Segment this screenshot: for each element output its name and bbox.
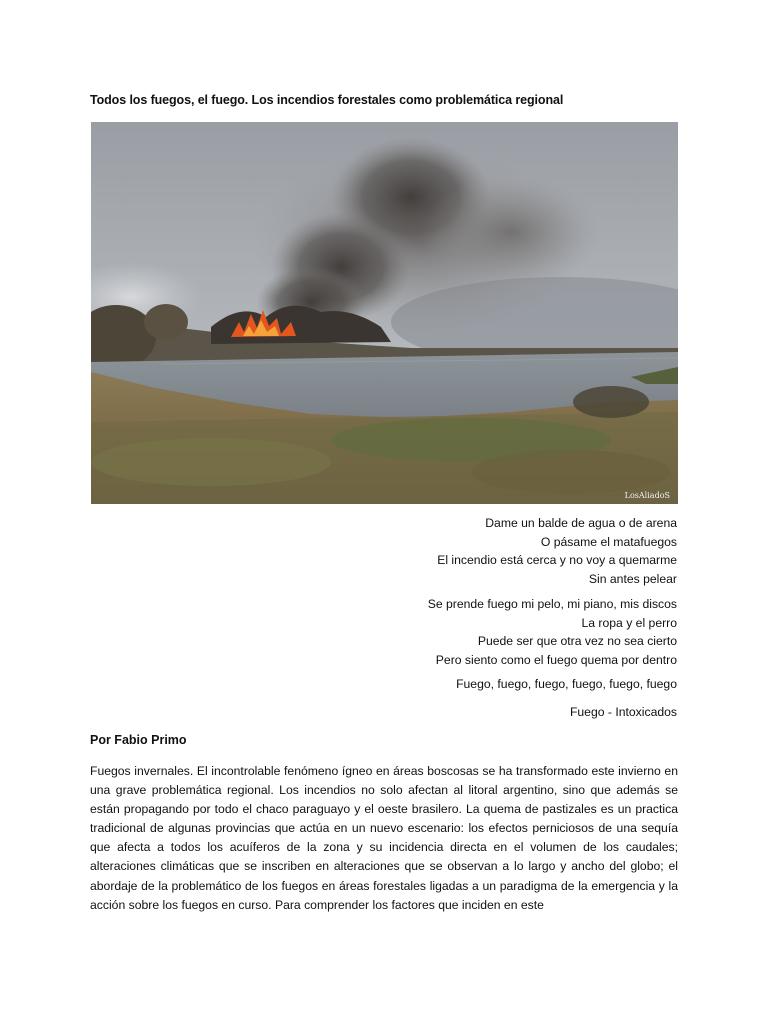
verse-line: Sin antes pelear [588,571,677,586]
song-verse-2 [428,595,677,669]
article-body: Fuegos invernales. El incontrolable fenómeno ígneo en áreas boscosas se ha transformado este invierno en una grave problemática regional. Los incendios no solo afectan al litoral argentino, sino que además se están propagando por todo el chaco paraguayo y el oeste brasilero. La quema de pastizales es un practica tradicional de algunas provincias que actúa en un nuevo escenario: los efectos perniciosos de una sequía que afecta a todos los acuíferos de la zona y su incidencia directa en el volumen de los caudales; alteraciones climáticas que se inscriben en alteraciones que se observan a lo largo y ancho del globo; el abordaje de la problemático de los fuegos en áreas forestales ligadas a un paradigma de la emergencia y la acción sobre los fuegos en curso. Para comprender los factores que inciden en este [90,764,678,912]
photo-watermark: LosAliadoS [624,491,670,500]
song-verse-1 [437,514,677,588]
song-credit-text: Fuego - Intoxicados [569,705,677,719]
document-title: Todos los fuegos, el fuego. Los incendios forestales como problemática regional [90,93,564,107]
verse-line: La ropa y el perro [581,615,677,630]
verse-line: Se prende fuego mi pelo, mi piano, mis discos [427,597,677,611]
verse-line: Fuego, fuego, fuego, fuego, fuego, fuego [456,677,677,691]
verse-line: Dame un balde de agua o de arena [485,516,677,530]
verse-line: El incendio está cerca y no voy a quemarme [437,553,677,568]
verse-line: Puede ser que otra vez no sea cierto [477,634,677,649]
author-byline: Por Fabio Primo [90,733,187,747]
verse-line: Pero siento como el fuego quema por dentro [435,652,677,667]
verse-line: O pásame el matafuegos [540,534,677,549]
song-chorus [456,675,677,694]
wildfire-photo [91,122,678,504]
song-credit [570,703,677,722]
